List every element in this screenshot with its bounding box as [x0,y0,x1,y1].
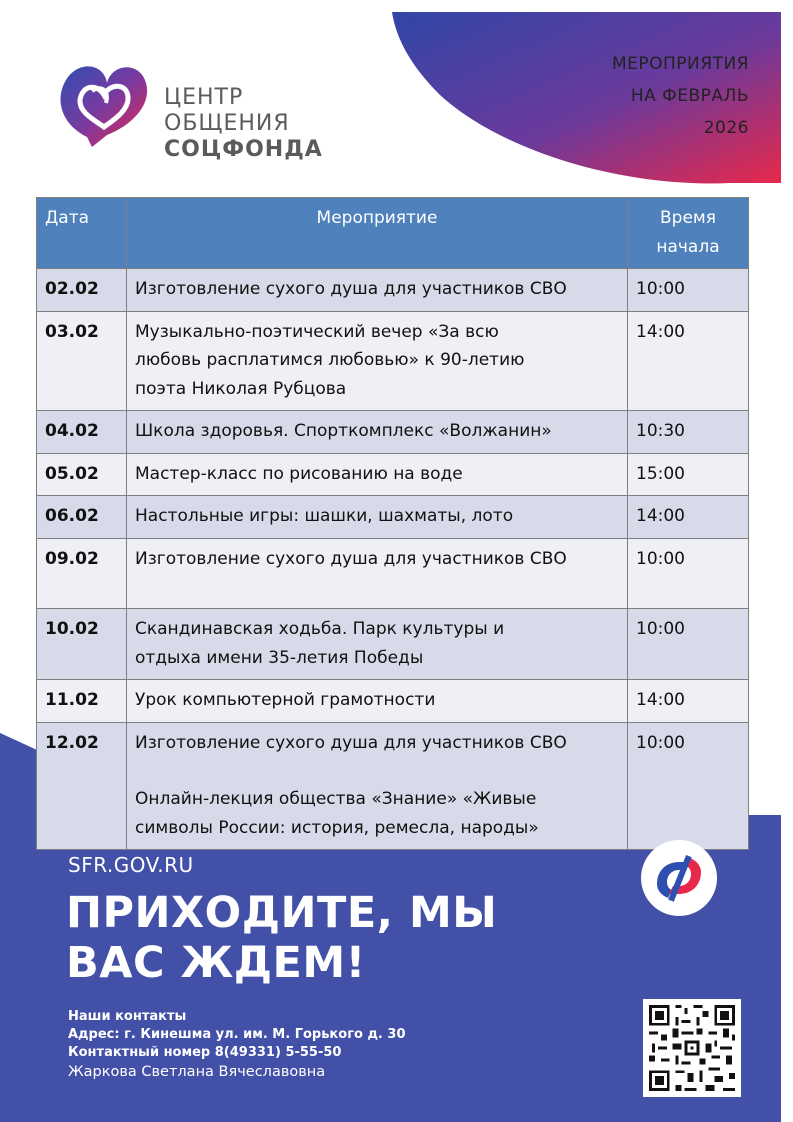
logo-line-1: ЦЕНТР [164,85,244,110]
heart-speech-bubble-icon [52,55,162,165]
row-date: 02.02 [37,269,127,312]
website-link[interactable]: SFR.GOV.RU [68,853,194,877]
row-time: 10:00 [628,538,749,609]
row-event [127,680,628,723]
row-date: 05.02 [37,453,127,496]
table-row [37,538,749,609]
event-line: Изготовление сухого душа для участников СВО [135,548,567,569]
table-row [37,311,749,411]
row-event [127,722,628,850]
schedule-table [36,197,749,850]
event-line: любовь расплатимся любовью» к 90-летию [135,350,525,370]
event-line: Мастер-класс по рисованию на воде [135,463,463,484]
row-time: 14:00 [628,496,749,539]
table-row [37,453,749,496]
event-line: Урок компьютерной грамотности [135,690,436,710]
row-event [127,496,628,539]
row-event [127,609,628,680]
contacts-phone: Контактный номер 8(49331) 5-55-50 [68,1045,342,1060]
row-time: 14:00 [628,680,749,723]
events-heading-line-1: МЕРОПРИЯТИЯ [611,54,749,74]
row-time: 10:00 [628,269,749,312]
event-line: Настольные игры: шашки, шахматы, лото [135,506,514,526]
centre-logo [52,55,322,165]
table-row [37,680,749,723]
event-line: отдыха имени 35-летия Победы [135,647,424,668]
header-time-line-1: Время [660,208,716,228]
row-date: 03.02 [37,311,127,411]
row-time: 10:00 [628,609,749,680]
header-event: Мероприятие [127,198,628,269]
row-time: 10:30 [628,411,749,454]
sfr-logo-icon [641,840,717,916]
event-line: Изготовление сухого душа для участников СВО [135,279,567,299]
table-row [37,722,749,850]
contacts-address: Адрес: г. Кинешма ул. им. М. Горького д. 30 [68,1027,406,1042]
qr-code-icon[interactable] [643,999,741,1097]
logo-line-2: ОБЩЕНИЯ [164,111,290,136]
table-row [37,269,749,312]
header-time-line-2: начала [656,237,720,257]
row-time: 15:00 [628,453,749,496]
contacts-block [68,1008,406,1082]
table-row [37,411,749,454]
row-date: 09.02 [37,538,127,609]
row-event [127,538,628,609]
events-heading-line-2: НА ФЕВРАЛЬ [630,86,749,106]
contacts-person: Жаркова Светлана Вячеславовна [68,1064,326,1080]
row-date: 10.02 [37,609,127,680]
table-row [37,496,749,539]
row-date: 06.02 [37,496,127,539]
events-heading-line-3: 2026 [703,118,749,138]
slogan [66,888,497,988]
event-line: символы России: история, ремесла, народы» [135,817,539,838]
slogan-line-1: ПРИХОДИТЕ, МЫ [66,888,498,938]
logo-line-3: СОЦФОНДА [164,137,323,162]
row-event [127,411,628,454]
header-time [628,198,749,269]
event-line: Изготовление сухого душа для участников СВО [135,732,567,753]
row-event [127,453,628,496]
event-line: Школа здоровья. Спорткомплекс «Волжанин» [135,421,552,441]
row-date: 04.02 [37,411,127,454]
contacts-title: Наши контакты [68,1009,187,1024]
header-date: Дата [37,198,127,269]
row-date: 11.02 [37,680,127,723]
row-time: 14:00 [628,311,749,411]
row-event [127,311,628,411]
table-header-row [37,198,749,269]
row-date: 12.02 [37,722,127,850]
event-line: Скандинавская ходьба. Парк культуры и [135,619,505,639]
event-line: Онлайн-лекция общества «Знание» «Живые [135,789,537,809]
table-row [37,609,749,680]
row-event [127,269,628,312]
event-line: Музыкально-поэтический вечер «За всю [135,321,499,342]
event-line: поэта Николая Рубцова [135,378,347,399]
events-heading [612,48,749,144]
row-time: 10:00 [628,722,749,850]
slogan-line-2: ВАС ЖДЕМ! [66,938,366,988]
